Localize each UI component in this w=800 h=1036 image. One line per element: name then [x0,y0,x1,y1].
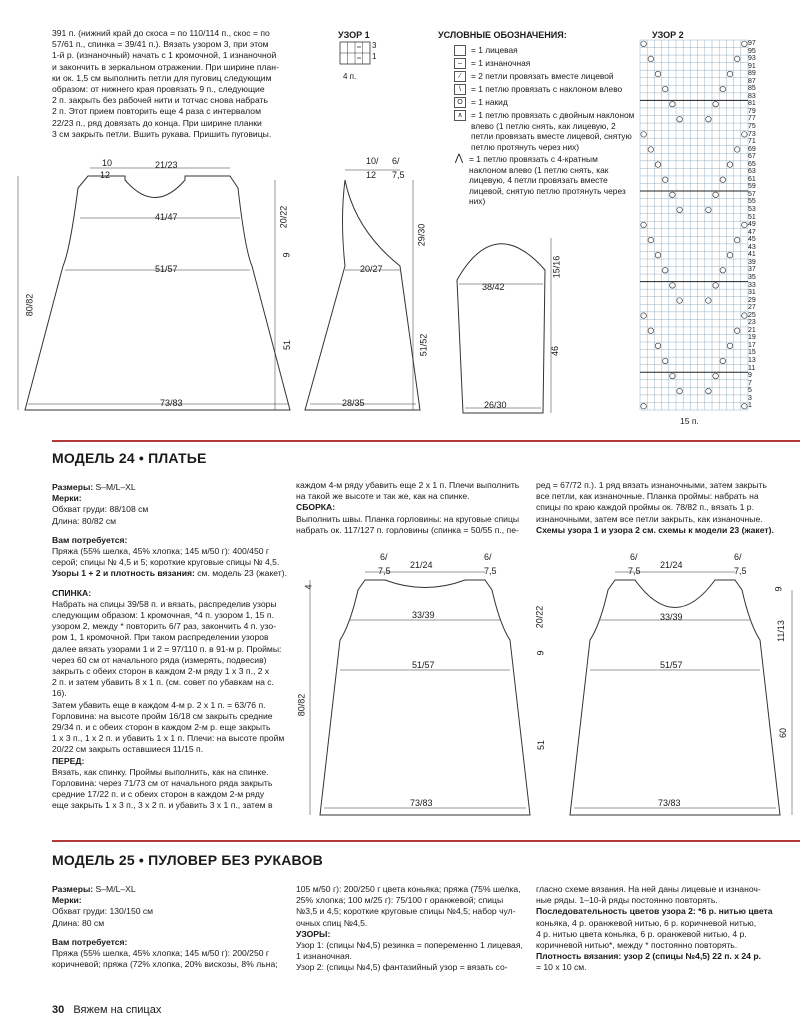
uzor2-row-number: 21 [748,326,756,334]
uzor2-width: 15 п. [680,416,699,426]
d23-chest: 41/47 [155,212,178,222]
d23s-lower: 51/52 [418,333,429,357]
uzor2-row-number: 19 [748,334,756,342]
d24b-neck: 21/24 [410,560,433,570]
page-footer [52,1004,161,1016]
uzor2-row-number: 95 [748,47,756,55]
uzor2-row-number: 79 [748,107,756,115]
d24f-sh-l: 6/ [630,552,638,562]
yarn-over-mark [720,86,726,92]
d23-neck: 21/23 [155,160,178,170]
d23s-hem: 28/35 [342,398,365,408]
yarn-over-mark [655,252,661,258]
d24f-chest: 33/39 [660,612,683,622]
yarn-over-mark [734,237,740,243]
yarn-over-mark [727,252,733,258]
uzor2-row-number: 77 [748,115,756,123]
model24-col3: ред = 67/72 п.). 1 ряд вязать изнаночными, затем закрыть все петли, как изнаночные. Планка проймы: набрать на спицы по краю каждой проймы ок. 78/82 п., вязать 1 р. изнаночными, затем все петли закрыть, как изнаночные. Схемы узора 1 и узора 2 см. схемы к модели 23 (жакет). [536,480,774,535]
uzor2-title: УЗОР 2 [652,30,684,40]
uzor2-row-number: 15 [748,349,756,357]
legend-item: ⋀ = 1 петлю провязать с 4-кратным наклоном влево (1 петлю снять, как лицевую, 4 петли провязать вместе лицевой, снятую петлю протянуть через них) [454,153,626,206]
model25-rule [52,840,800,842]
d24b-chest: 33/39 [412,610,435,620]
yarn-over-mark [706,207,712,213]
knit-symbol-icon [454,45,466,56]
uzor2-row-number: 13 [748,356,756,364]
magazine-name: Вяжем на спицах [73,1004,162,1016]
dress23-sleeve-schematic [455,228,565,428]
yarn-over-mark [677,298,683,304]
sleeve-len: 46 [550,345,561,357]
d23s-top-d: 7,5 [392,170,405,180]
uzor2-row-number: 5 [748,387,752,395]
uzor2-chart [640,40,750,410]
yarn-over-mark [662,86,668,92]
d23-sh-r: 12 [100,170,111,180]
model24-col2: каждом 4-м ряду убавить еще 2 х 1 п. Плечи выполнить на такой же высоте и так же, как на спинке. СБОРКА: Выполнить швы. Планка горловины: на круговые спицы набрать ок. 117/127 п. горловины (спинка = 50/55 п., пе- [296,480,520,535]
legend-item: – = 1 изнаночная [454,58,636,69]
model24-title: МОДЕЛЬ 24 • ПЛАТЬЕ [52,450,207,466]
yarn-over-mark [662,268,668,274]
yarn-over-mark [670,283,676,289]
top-instructions: 391 п. (нижний край до скоса = по 110/114 п., скос = по 57/61 п., спинка = 39/41 п.). Вязать узором 3, при этом 1-й р. (изнаночный) начать с 1 кромочной, 1 изнаночной и закончить в зеркальном отражении. При ширине план- ки ок. 1,5 см выполнить петли для пуговиц следующим образом: от нижнего края провязать 9 п., следующие 2 п. закрыть без рабочей нити и тотчас снова набрать 2 п. Этот прием повторить еще 4 раза с интервалом 22/23 п., ряд довязать до конца. При ширине планки 3 см закрыть петли. Вшить рукава. Пришить пуговицы. [52,28,279,139]
yarn-over-mark [713,373,719,379]
yarn-over-mark [727,71,733,77]
uzor2-row-number: 81 [748,100,756,108]
uzor2-row-number: 35 [748,273,756,281]
uzor2-row-number: 83 [748,92,756,100]
uzor2-row-number: 69 [748,145,756,153]
uzor2-row-number: 59 [748,183,756,191]
yarn-over-mark [662,177,668,183]
uzor2-row-number: 87 [748,77,756,85]
uzor2-row-number: 11 [748,364,756,372]
uzor2-row-number: 49 [748,221,756,229]
uzor2-row-number: 25 [748,311,756,319]
d24b-sh-r: 6/ [484,552,492,562]
d24b-neck-depth: 4 [303,584,314,590]
model24-col1: Размеры: S–M/L–XL Мерки: Обхват груди: 88/108 см Длина: 80/82 см Вам потребуется: Пряжа (55% шелка, 45% хлопка; 145 м/50 г): 400/450 г серой; спицы № 4,5 и 5; короткие круговые спицы № 4,5. Узоры 1 + 2 и плотность вязания: см. модель 23 (жакет). СПИНКА: Набрать на спицы 39/58 п. и вязать, распределив узоры следующим образом: 1 кромочная, *4 п. узором 1, 15 п. узором 2, между * повторить 6/7 раз, закончить 4 п. узо- ром 1, 1 кромочной. При таком распределении узоров далее вязать узорами 1 и 2 = 97/110 п. в 91-м р. Проймы: через 60 см от начального ряда (измерять, подвесив) закрыть с обеих сторон в каждом 2-м ряду 1 х 3 п., 2 х 2 п. и затем убавить 8 х 1 п. (см. совет по убавкам на с. 16). Затем убавить еще в каждом 4-м р. 2 х 1 п. = 63/76 п. Горловина: на высоте пройм 16/18 см закрыть средние 29/34 п. и с обеих сторон в каждом 2-м р. еще закрыть 1 х 3 п., 1 х 2 п. и убавить 1 х 1 п. Плечи: на высоте пройм 20/22 см закрыть оставшиеся 11/15 п. ПЕРЕД: Вязать, как спинку. Проймы выполнить, как на спинке. Горловина: через 71/73 см от начального ряда закрыть средние 17/22 п. и с обеих сторон в каждом 2-м ряду еще закрыть 1 х 3 п., 3 х 2 п. и убавить 3 х 1 п., затем в [52,482,287,811]
uzor2-row-number: 85 [748,85,756,93]
uzor2-row-number: 41 [748,251,756,259]
uzor1-row1: 1 [372,52,377,61]
uzor2-row-number: 23 [748,319,756,327]
yarn-over-mark [720,268,726,274]
uzor2-row-number: 37 [748,266,756,274]
yarn-over-mark [706,388,712,394]
yarn-over-mark [706,117,712,123]
yarn-over-mark [648,237,654,243]
yarn-over-mark [742,222,748,228]
d23-lower: 51 [282,339,293,351]
uzor2-row-number: 3 [748,394,752,402]
d24b-lower: 51 [536,739,547,751]
legend-item: O = 1 накид [454,97,636,108]
uzor1-width: 4 п. [343,72,357,81]
double-decrease-symbol-icon: ∧ [454,110,466,121]
yarn-over-mark [670,101,676,107]
uzor2-row-number: 43 [748,243,756,251]
yarn-over-mark [706,298,712,304]
d24b-mid: 9 [535,650,546,656]
d24b-sh-r2: 7,5 [484,566,497,576]
yarn-over-mark [734,328,740,334]
yarn-over-mark [655,343,661,349]
d23s-top-b: 6/ [392,156,400,166]
uzor2-row-number: 1 [748,402,752,410]
d23-armhole: 20/22 [278,205,289,229]
yarn-over-mark [734,147,740,153]
yarn-over-mark [641,313,647,319]
purl-symbol-icon: – [454,58,466,69]
yarn-over-mark [670,192,676,198]
yarn-over-mark [677,388,683,394]
dress23-side-schematic [300,160,420,430]
d23s-mid: 20/27 [360,264,383,274]
uzor2-row-number: 93 [748,55,756,63]
legend-title: УСЛОВНЫЕ ОБОЗНАЧЕНИЯ: [438,30,567,40]
uzor2-row-number: 33 [748,281,756,289]
dress24-front-schematic [560,560,790,830]
legend-item: \ = 1 петлю провязать с наклоном влево [454,84,636,95]
uzor2-row-number: 65 [748,160,756,168]
dress24-back-schematic [310,560,540,830]
ssk-symbol-icon: \ [454,84,466,95]
dress23-front-schematic [20,160,300,430]
page-number: 30 [52,1004,65,1016]
yarn-over-symbol-icon: O [454,97,466,108]
uzor2-row-number: 47 [748,228,756,236]
yarn-over-mark [641,403,647,409]
sleeve-cap: 15/16 [551,255,562,279]
legend [454,45,636,209]
model25-col3: гласно схеме вязания. На ней даны лицевые и изнаноч- ные ряды. 1–10-й ряды постоянно повторять. Последовательность цветов узора 2: *6 р. нитью цвета коньяка, 4 р. оранжевой нитью, 6 р. коричневой нитью, 4 р. нитью цвета коньяка, 6 р. оранжевой нитью, 4 р. коричневой нитью*, между * постоянно повторять. Плотность вязания: узор 2 (спицы №4,5) 22 п. х 24 р. = 10 х 10 см. [536,884,773,973]
d24b-height: 80/82 [296,693,307,717]
yarn-over-mark [662,358,668,364]
uzor2-row-number: 45 [748,236,756,244]
yarn-over-mark [641,41,647,47]
uzor2-row-number: 75 [748,123,756,131]
yarn-over-mark [734,56,740,62]
legend-item: ∧ = 1 петлю провязать с двойным наклоном влево (1 петлю снять, как лицевую, 2 петли провязать вместе лицевой, снятую петлю протянуть через них) [454,110,636,152]
uzor2-row-number: 39 [748,258,756,266]
d24f-right-nine: 9 [773,586,784,592]
yarn-over-mark [727,343,733,349]
d24f-sh-r2: 7,5 [734,566,747,576]
uzor1-row3: 3 [372,41,377,50]
d24b-sh-l: 6/ [380,552,388,562]
uzor2-row-numbers [748,40,768,410]
d24f-waist: 51/57 [660,660,683,670]
d24f-sh-l2: 7,5 [628,566,641,576]
yarn-over-mark [670,373,676,379]
yarn-over-mark [655,162,661,168]
d23-sh-l: 10 [102,158,113,168]
uzor2-row-number: 27 [748,304,756,312]
uzor2-row-number: 7 [748,379,752,387]
d24b-waist: 51/57 [412,660,435,670]
yarn-over-mark [648,328,654,334]
uzor2-row-number: 73 [748,130,756,138]
d23s-top-a: 10/ [366,156,379,166]
d24b-hem: 73/83 [410,798,433,808]
sleeve-cuff: 26/30 [484,400,507,410]
yarn-over-mark [655,71,661,77]
model24-rule [52,440,800,442]
d23-waist: 51/57 [155,264,178,274]
yarn-over-mark [641,132,647,138]
yarn-over-mark [713,283,719,289]
uzor2-row-number: 17 [748,341,756,349]
d23-height: 80/82 [24,293,35,317]
uzor2-row-number: 61 [748,175,756,183]
yarn-over-mark [742,41,748,47]
yarn-over-mark [677,207,683,213]
uzor2-row-number: 29 [748,296,756,304]
yarn-over-mark [727,162,733,168]
uzor2-row-number: 89 [748,70,756,78]
d24f-sh-r: 6/ [734,552,742,562]
uzor2-row-number: 55 [748,198,756,206]
yarn-over-mark [720,177,726,183]
d24f-hem: 73/83 [658,798,681,808]
yarn-over-mark [648,147,654,153]
uzor2-row-number: 71 [748,138,756,146]
d24f-right-top: 11/13 [775,620,786,642]
d24b-arm: 20/22 [534,605,545,629]
uzor2-row-number: 51 [748,213,756,221]
model25-col1: Размеры: S–M/L–XL Мерки: Обхват груди: 130/150 см Длина: 80 см Вам потребуется: Пряжа (55% шелка, 45% хлопка; 145 м/50 г): 200/250 г коричневой; пряжа (72% хлопка, 20% вискозы, 8% льна; [52,884,278,970]
d23-hem: 73/83 [160,398,183,408]
k2tog-symbol-icon: ⁄ [454,71,466,82]
uzor2-row-number: 31 [748,289,756,297]
d24f-right-low: 60 [778,727,789,739]
legend-item: ⁄ = 2 петли провязать вместе лицевой [454,71,636,82]
uzor2-row-number: 97 [748,40,756,47]
uzor2-row-number: 53 [748,206,756,214]
yarn-over-mark [742,313,748,319]
quad-decrease-symbol-icon: ⋀ [454,153,464,164]
yarn-over-mark [713,101,719,107]
d23-mid: 9 [281,252,292,258]
uzor2-row-number: 57 [748,190,756,198]
yarn-over-mark [677,117,683,123]
uzor1-title: УЗОР 1 [338,30,370,40]
model25-col2: 105 м/50 г): 200/250 г цвета коньяка; пряжа (75% шелка, 25% хлопка; 100 м/25 г): 75/100 г оранжевой; спицы №3,5 и 4,5; короткие круговые спицы №4,5; набор чул- очных спиц №4,5. УЗОРЫ: Узор 1: (спицы №4,5) резинка = попеременно 1 лицевая, 1 изнаночная. Узор 2: (спицы №4,5) фантазийный узор = вязать со- [296,884,523,973]
yarn-over-mark [742,132,748,138]
d23s-top-c: 12 [366,170,377,180]
d24b-sh-l2: 7,5 [378,566,391,576]
yarn-over-mark [720,358,726,364]
yarn-over-mark [713,192,719,198]
d24f-neck: 21/24 [660,560,683,570]
uzor2-row-number: 63 [748,168,756,176]
model25-title: МОДЕЛЬ 25 • ПУЛОВЕР БЕЗ РУКАВОВ [52,852,323,868]
uzor2-row-number: 9 [748,372,752,380]
sleeve-width: 38/42 [482,282,505,292]
uzor2-row-number: 91 [748,62,756,70]
yarn-over-mark [648,56,654,62]
yarn-over-mark [641,222,647,228]
uzor2-row-number: 67 [748,153,756,161]
d23s-arm: 29/30 [416,223,427,247]
legend-item: = 1 лицевая [454,45,636,56]
yarn-over-mark [742,403,748,409]
